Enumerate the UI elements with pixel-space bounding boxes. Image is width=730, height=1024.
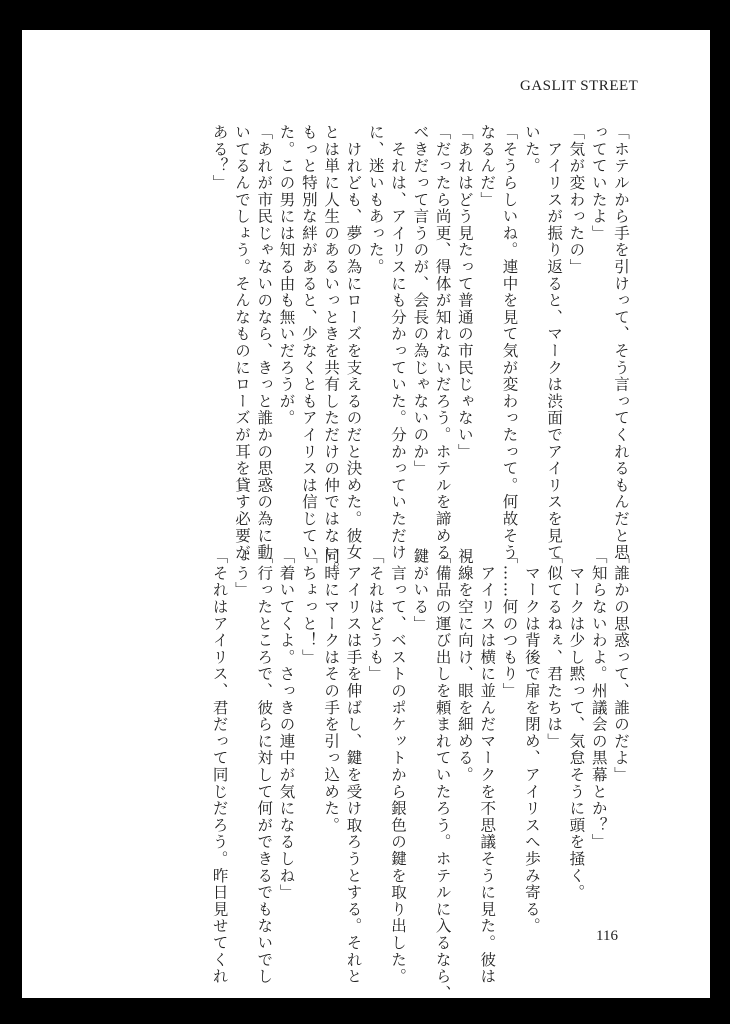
text-line: 「備品の運び出しを頼まれていたろう。ホテルに入るなら、 (433, 548, 452, 1002)
text-line: 「誰かの思惑って、誰のだよ」 (612, 548, 630, 784)
text-line: 「だったら尚更、得体が知れないだろう。ホテルを諦める (433, 124, 452, 561)
text-line: なるんだ」 (478, 124, 497, 208)
text-block-lower (208, 548, 632, 1002)
text-line: 「行ったところで、彼らに対して何ができるでもないでし (255, 548, 274, 985)
running-head: GASLIT STREET (520, 78, 639, 94)
text-line: に、迷いもあった。 (366, 124, 385, 276)
text-line: べきだって言うのが、会長の為じゃないのか」 (411, 124, 430, 477)
text-line: 視線を空に向け、眼を細める。 (455, 548, 474, 784)
book-page (22, 30, 710, 1002)
text-line: 「そうらしいね。連中を見て気が変わったって。何故そう (500, 124, 519, 561)
text-line: それは、アイリスにも分かっていた。分かっていただけ (389, 124, 408, 561)
text-line: 「似てるねぇ、君たちは」 (545, 548, 564, 750)
text-line: 「ちょっと！」 (299, 548, 318, 666)
text-line: 「ホテルから手を引けって、そう言ってくれるもんだと思 (612, 124, 630, 561)
text-line: 「気が変わったの」 (567, 124, 586, 276)
text-line: 同時にマークはその手を引っ込めた。 (322, 548, 341, 834)
text-line: 「それはどうも」 (366, 548, 385, 683)
text-line: マークは背後で扉を閉め、アイリスへ歩み寄る。 (522, 548, 541, 935)
text-line: 「それはアイリス、君だって同じだろう。昨日見せてくれ (210, 548, 229, 985)
text-line: アイリスが振り返ると、マークは渋面でアイリスを見て (545, 124, 564, 561)
text-line: ってていたよ」 (589, 124, 608, 242)
text-line: た。この男には知る由も無いだろうが。 (277, 124, 296, 427)
text-line: いた。 (522, 124, 541, 175)
text-line: ょう」 (232, 548, 251, 599)
text-line: けれども、夢の為にローズを支えるのだと決めた。彼女 (344, 124, 363, 561)
text-line: もっと特別な絆があると、少なくともアイリスは信じてい (299, 124, 318, 561)
page-number: 116 (596, 928, 618, 944)
text-line: 「知らないわよ。州議会の黒幕とか？」 (589, 548, 608, 851)
text-line: いてるんでしょう。そんなものにローズが耳を貸す必要が (232, 124, 251, 561)
text-line: 「あれが市民じゃないのなら、きっと誰かの思惑の為に動 (255, 124, 274, 561)
text-line: 言って、ベストのポケットから銀色の鍵を取り出した。 (389, 548, 408, 985)
text-line: アイリスは横に並んだマークを不思議そうに見た。彼は (478, 548, 497, 985)
text-line: 「あれはどう見たって普通の市民じゃない」 (455, 124, 474, 460)
text-line: ある？」 (210, 124, 229, 192)
text-block-upper (208, 124, 632, 578)
text-line: 「着いてくよ。さっきの連中が気になるしね」 (277, 548, 296, 901)
text-line: とは単に人生のあるいっときを共有しただけの仲ではない。 (322, 124, 341, 578)
text-line: 「……何のつもり」 (500, 548, 519, 700)
text-line: アイリスは手を伸ばし、鍵を受け取ろうとする。それと (344, 548, 363, 985)
text-line: マークは少し黙って、気怠そうに頭を掻く。 (567, 548, 586, 901)
text-line: 鍵がいる」 (411, 548, 430, 632)
